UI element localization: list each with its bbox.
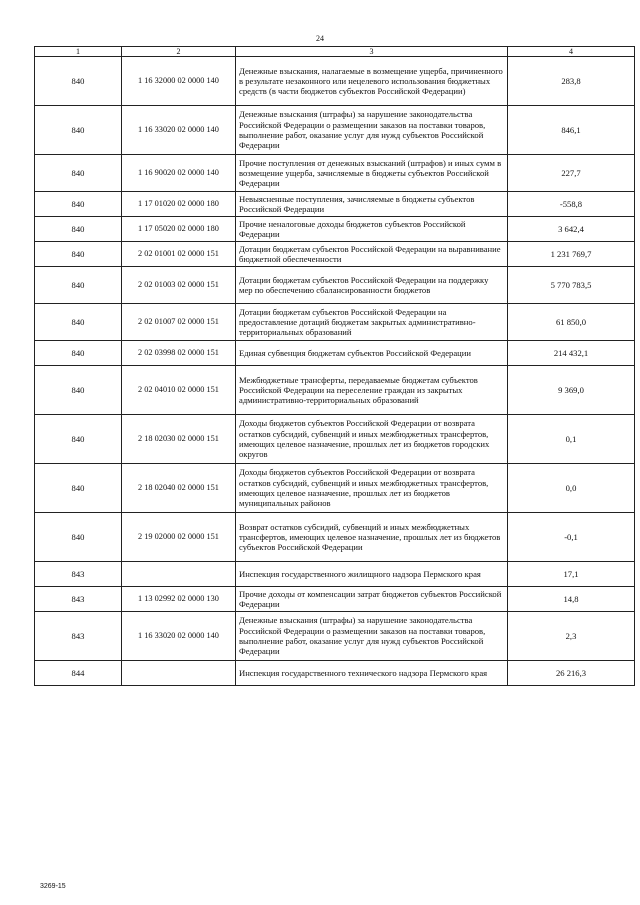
amount-cell: 214 432,1 xyxy=(508,341,635,366)
amount-cell: 5 770 783,5 xyxy=(508,267,635,304)
amount-cell: 0,1 xyxy=(508,415,635,464)
revenue-name-cell: Денежные взыскания (штрафы) за нарушение законодательства Российской Федерации о размещении заказов на поставки товаров, выполнение работ, оказание услуг для нужд субъектов Российской Федерации xyxy=(236,612,508,661)
amount-cell: 227,7 xyxy=(508,155,635,192)
table-row xyxy=(35,155,635,192)
revenue-name-cell: Денежные взыскания (штрафы) за нарушение законодательства Российской Федерации о размещении заказов на поставки товаров, выполнение работ, оказание услуг для нужд субъектов Российской Федерации xyxy=(236,106,508,155)
table-body xyxy=(35,57,635,686)
revenue-name-cell: Дотации бюджетам субъектов Российской Федерации на поддержку мер по обеспечению сбалансированности бюджетов xyxy=(236,267,508,304)
table-row xyxy=(35,562,635,587)
amount-cell: -0,1 xyxy=(508,513,635,562)
budget-code-cell: 1 16 33020 02 0000 140 xyxy=(122,612,236,661)
budget-code-cell: 2 02 01007 02 0000 151 xyxy=(122,304,236,341)
amount-cell: 2,3 xyxy=(508,612,635,661)
revenue-name-cell: Инспекция государственного жилищного надзора Пермского края xyxy=(236,562,508,587)
revenue-name-cell: Денежные взыскания, налагаемые в возмещение ущерба, причиненного в результате незаконного или нецелевого использования бюджетных средств (в части бюджетов субъектов Российской Федерации) xyxy=(236,57,508,106)
budget-code-cell: 2 18 02040 02 0000 151 xyxy=(122,464,236,513)
budget-code-cell: 2 19 02000 02 0000 151 xyxy=(122,513,236,562)
table-row xyxy=(35,304,635,341)
revenue-name-cell: Доходы бюджетов субъектов Российской Федерации от возврата остатков субсидий, субвенций и иных межбюджетных трансфертов, имеющих целевое назначение, прошлых лет из бюджетов муниципальных районов xyxy=(236,464,508,513)
column-header-3: 3 xyxy=(236,47,508,57)
column-header-1: 1 xyxy=(35,47,122,57)
revenue-name-cell: Прочие неналоговые доходы бюджетов субъектов Российской Федерации xyxy=(236,217,508,242)
admin-code-cell: 840 xyxy=(35,106,122,155)
table-row xyxy=(35,513,635,562)
admin-code-cell: 840 xyxy=(35,513,122,562)
admin-code-cell: 843 xyxy=(35,587,122,612)
budget-code-cell: 1 16 33020 02 0000 140 xyxy=(122,106,236,155)
admin-code-cell: 844 xyxy=(35,661,122,686)
amount-cell: 0,0 xyxy=(508,464,635,513)
admin-code-cell: 840 xyxy=(35,366,122,415)
table-row xyxy=(35,415,635,464)
table-row xyxy=(35,106,635,155)
revenue-name-cell: Межбюджетные трансферты, передаваемые бюджетам субъектов Российской Федерации на переселение граждан из закрытых административно-территориальных образований xyxy=(236,366,508,415)
table-row xyxy=(35,366,635,415)
table-row xyxy=(35,242,635,267)
amount-cell: 1 231 769,7 xyxy=(508,242,635,267)
table-row xyxy=(35,267,635,304)
budget-code-cell: 2 02 04010 02 0000 151 xyxy=(122,366,236,415)
amount-cell: -558,8 xyxy=(508,192,635,217)
admin-code-cell: 840 xyxy=(35,304,122,341)
amount-cell: 3 642,4 xyxy=(508,217,635,242)
revenue-name-cell: Инспекция государственного технического надзора Пермского края xyxy=(236,661,508,686)
revenue-name-cell: Невыясненные поступления, зачисляемые в бюджеты субъектов Российской Федерации xyxy=(236,192,508,217)
amount-cell: 26 216,3 xyxy=(508,661,635,686)
amount-cell: 9 369,0 xyxy=(508,366,635,415)
admin-code-cell: 840 xyxy=(35,415,122,464)
table-row xyxy=(35,217,635,242)
admin-code-cell: 840 xyxy=(35,242,122,267)
budget-code-cell: 1 16 90020 02 0000 140 xyxy=(122,155,236,192)
budget-code-cell: 2 02 01003 02 0000 151 xyxy=(122,267,236,304)
revenue-name-cell: Дотации бюджетам субъектов Российской Федерации на выравнивание бюджетной обеспеченности xyxy=(236,242,508,267)
budget-code-cell: 1 13 02992 02 0000 130 xyxy=(122,587,236,612)
revenue-name-cell: Прочие доходы от компенсации затрат бюджетов субъектов Российской Федерации xyxy=(236,587,508,612)
budget-code-cell: 2 18 02030 02 0000 151 xyxy=(122,415,236,464)
table-row xyxy=(35,587,635,612)
revenue-name-cell: Единая субвенция бюджетам субъектов Российской Федерации xyxy=(236,341,508,366)
table-row xyxy=(35,57,635,106)
admin-code-cell: 840 xyxy=(35,57,122,106)
admin-code-cell: 840 xyxy=(35,217,122,242)
admin-code-cell: 840 xyxy=(35,464,122,513)
revenue-name-cell: Возврат остатков субсидий, субвенций и иных межбюджетных трансфертов, имеющих целевое назначение, прошлых лет из бюджетов субъектов Российской Федерации xyxy=(236,513,508,562)
table-row xyxy=(35,464,635,513)
budget-code-cell: 1 17 01020 02 0000 180 xyxy=(122,192,236,217)
admin-code-cell: 843 xyxy=(35,612,122,661)
budget-code-cell: 2 02 01001 02 0000 151 xyxy=(122,242,236,267)
admin-code-cell: 840 xyxy=(35,192,122,217)
budget-revenue-table xyxy=(34,46,635,686)
revenue-name-cell: Доходы бюджетов субъектов Российской Федерации от возврата остатков субсидий, субвенций и иных межбюджетных трансфертов, имеющих целевое назначение, прошлых лет из бюджетов городских округов xyxy=(236,415,508,464)
amount-cell: 14,8 xyxy=(508,587,635,612)
amount-cell: 846,1 xyxy=(508,106,635,155)
table-row xyxy=(35,341,635,366)
budget-code-cell: 1 17 05020 02 0000 180 xyxy=(122,217,236,242)
table-header-row xyxy=(35,47,635,57)
table-row xyxy=(35,612,635,661)
revenue-name-cell: Дотации бюджетам субъектов Российской Федерации на предоставление дотаций бюджетам закрытых административно-территориальных образований xyxy=(236,304,508,341)
amount-cell: 17,1 xyxy=(508,562,635,587)
admin-code-cell: 840 xyxy=(35,267,122,304)
amount-cell: 61 850,0 xyxy=(508,304,635,341)
page-number: 24 xyxy=(316,34,324,43)
amount-cell: 283,8 xyxy=(508,57,635,106)
budget-code-cell xyxy=(122,562,236,587)
revenue-name-cell: Прочие поступления от денежных взысканий (штрафов) и иных сумм в возмещение ущерба, зачисляемые в бюджеты субъектов Российской Федерации xyxy=(236,155,508,192)
document-code: 3269-15 xyxy=(40,883,66,890)
budget-code-cell xyxy=(122,661,236,686)
admin-code-cell: 843 xyxy=(35,562,122,587)
column-header-4: 4 xyxy=(508,47,635,57)
table-row xyxy=(35,661,635,686)
column-header-2: 2 xyxy=(122,47,236,57)
budget-code-cell: 1 16 32000 02 0000 140 xyxy=(122,57,236,106)
budget-code-cell: 2 02 03998 02 0000 151 xyxy=(122,341,236,366)
admin-code-cell: 840 xyxy=(35,341,122,366)
table-row xyxy=(35,192,635,217)
admin-code-cell: 840 xyxy=(35,155,122,192)
